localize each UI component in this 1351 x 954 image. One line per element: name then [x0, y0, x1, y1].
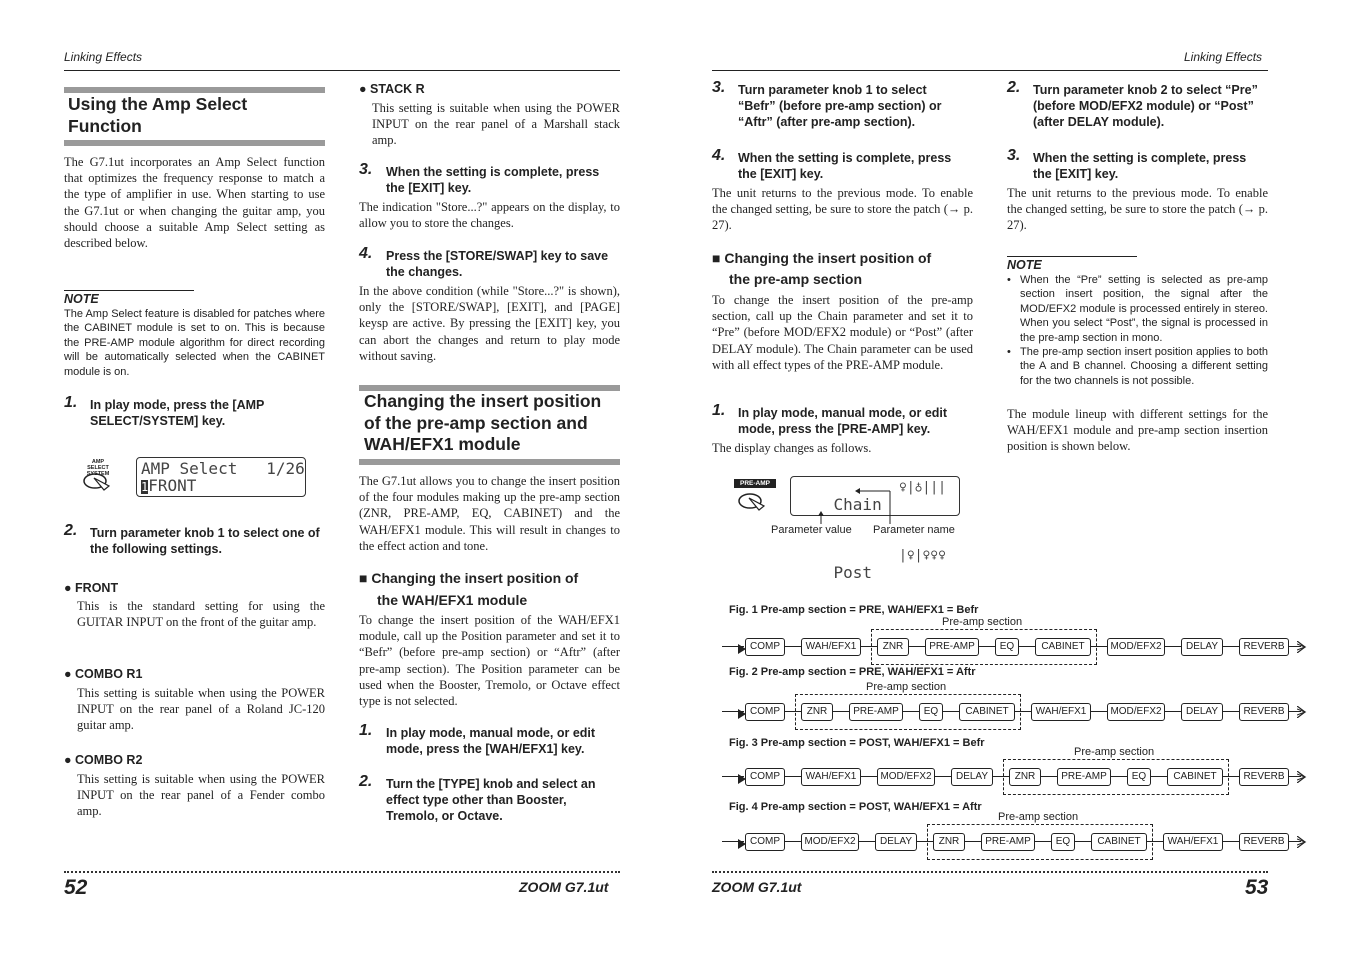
module-reverb: REVERB [1239, 768, 1289, 786]
module-eq: EQ [1127, 768, 1151, 786]
step-number: 1. [359, 722, 373, 739]
module-comp: COMP [745, 833, 785, 851]
page-header-right: Linking Effects [1184, 50, 1263, 64]
section-bar-bottom [64, 140, 325, 146]
figure-caption: Fig. 4 Pre-amp section = POST, WAH/EFX1 = Aftr [729, 801, 982, 813]
sub-body: To change the insert position of the WAH/EFX1 module, call up the Position parameter and set it to “Befr” (before pre-amp section) or “Aftr” (after pre-amp section). The Position parameter can be used when the Booster, Tremolo, or Octave effect type is not selected. [359, 613, 620, 709]
bullet-heading: ● STACK R [359, 82, 425, 96]
module-cabinet: CABINET [1167, 768, 1223, 786]
note-label: NOTE [64, 292, 99, 306]
lcd-line-1: AMP Select 1/26 [141, 459, 305, 478]
step-number: 1. [712, 402, 726, 419]
module-reverb: REVERB [1239, 638, 1289, 656]
signal-connector [861, 776, 877, 777]
section-bar-bottom [359, 459, 620, 465]
module-eq: EQ [995, 638, 1019, 656]
footer-dotted-rule-right [712, 871, 1268, 873]
amp-select-key-icon[interactable] [82, 472, 116, 499]
pre-amp-key-label: PRE-AMP [734, 479, 776, 488]
step-number: 4. [359, 245, 373, 262]
pre-amp-section-label: Pre-amp section [1074, 746, 1155, 758]
module-cabinet: CABINET [1091, 833, 1147, 851]
step-text: In play mode, press the [AMP SELECT/SYSTEM] key. [90, 398, 265, 428]
step-text: When the setting is complete, press the [EXIT] key. [1033, 151, 1247, 181]
footer-model-left: ZOOM G7.1ut [519, 879, 609, 895]
note-list: • When the “Pre” setting is selected as pre-amp section insert position, the signal after the MOD/EFX2 module is processed entirely in stereo. When you select “Post”, the signal is processed in the pre-amp section in mono. • The pre-amp section insert position applies to both the A and B channel. Choosing a different setting for the two channels is not possible. [1007, 274, 1268, 387]
module-pre-amp: PRE-AMP [1057, 768, 1111, 786]
step-text: Turn the [TYPE] knob and select an effect type other than Booster, Tremolo, or Octave. [386, 777, 596, 823]
step-text: Turn parameter knob 2 to select “Pre” (before MOD/EFX2 module) or “Post” (after DELAY module). [1033, 83, 1258, 129]
lcd-line-2: Post [833, 563, 873, 582]
step-number: 4. [712, 147, 726, 164]
module-delay: DELAY [875, 833, 917, 851]
amp-select-lcd [136, 457, 306, 497]
signal-chain [722, 681, 1285, 723]
step-number: 1. [64, 394, 78, 411]
amp-select-intro: The G7.1ut incorporates an Amp Select function that optimizes the frequency response to match a the type of amplifier in use. When starting to use the G7.1ut or when changing the guitar amp, you should choose a suitable Amp Select setting as described below. [64, 155, 325, 251]
section-title-amp-select: Using the Amp Select Function [68, 94, 248, 136]
bullet-body: This is the standard setting for using the GUITAR INPUT on the front of the guitar amp. [77, 599, 325, 630]
note-text: The Amp Select feature is disabled for patches where the CABINET module is set to on. This is because the PRE-AMP module algorithm for direct recording will be automatically selected when the CABINET module is on. [64, 308, 325, 378]
step-body: The indication "Store...?" appears on the display, to allow you to store the changes. [359, 200, 620, 231]
step-text: Press the [STORE/SWAP] key to save the changes. [386, 249, 609, 279]
signal-connector [859, 841, 875, 842]
output-arrow-icon [1297, 770, 1307, 788]
note-rule [1007, 256, 1137, 257]
bullet-heading: ● COMBO R1 [64, 667, 143, 681]
note-item: The pre-amp section insert position applies to both the A and B channel. Choosing a different setting for the two channels is not possible. [1020, 346, 1268, 387]
lcd-chain-icons-2: |♀|♀♀♀ [899, 548, 946, 563]
module-znr: ZNR [1009, 768, 1041, 786]
module-wah-efx1: WAH/EFX1 [1163, 833, 1223, 851]
step-text: When the setting is complete, press the [EXIT] key. [386, 165, 600, 195]
lineup-text: The module lineup with different settings for the WAH/EFX1 module and pre-amp section insertion position is shown below. [1007, 407, 1268, 454]
signal-connector [1223, 646, 1239, 647]
module-comp: COMP [745, 638, 785, 656]
module-reverb: REVERB [1239, 833, 1289, 851]
step-text: When the setting is complete, press the [EXIT] key. [738, 151, 952, 181]
bullet-body: This setting is suitable when using the POWER INPUT on the rear panel of a Fender combo amp. [77, 772, 325, 819]
section-title-insert-position: Changing the insert position of the pre-amp section and WAH/EFX1 module [364, 391, 602, 454]
lcd-chain-icons-1: ♀|♁||| [899, 480, 946, 495]
module-cabinet: CABINET [1035, 638, 1091, 656]
module-mod-efx2: MOD/EFX2 [877, 768, 935, 786]
module-delay: DELAY [951, 768, 993, 786]
subheading-line-1: ■ Changing the insert position of [712, 250, 932, 266]
step-text: In play mode, manual mode, or edit mode, press the [WAH/EFX1] key. [386, 726, 596, 756]
page-number-left: 52 [64, 876, 88, 899]
sub-body: To change the insert position of the pre-amp section, call up the Chain parameter and set it to “Pre” (before MOD/EFX2 module) or “Post” (after DELAY module). The Chain parameter can be used with all effect types of the PRE-AMP module. [712, 293, 973, 372]
module-eq: EQ [919, 703, 943, 721]
pre-amp-section-box [795, 694, 1021, 730]
step-number: 2. [64, 522, 78, 539]
pre-amp-section-box [927, 824, 1153, 860]
page-header-left: Linking Effects [64, 50, 143, 64]
pre-amp-section-box [1003, 759, 1229, 795]
figure-caption: Fig. 2 Pre-amp section = PRE, WAH/EFX1 = Aftr [729, 666, 976, 678]
module-znr: ZNR [933, 833, 965, 851]
footer-dotted-rule-left [64, 871, 620, 873]
signal-chain [722, 616, 1285, 658]
header-rule-left [64, 70, 620, 71]
step-text: In play mode, manual mode, or edit mode, press the [PRE-AMP] key. [738, 406, 948, 436]
signal-connector [1091, 711, 1107, 712]
lcd-line-2: FRONT [148, 476, 197, 495]
step-number: 3. [359, 161, 373, 178]
pre-amp-section-label: Pre-amp section [942, 616, 1023, 628]
subheading-line-1: ■ Changing the insert position of [359, 570, 579, 586]
module-mod-efx2: MOD/EFX2 [1107, 638, 1165, 656]
lcd-line-1: Chain [833, 495, 882, 514]
output-arrow-icon [1297, 640, 1307, 658]
module-comp: COMP [745, 768, 785, 786]
module-delay: DELAY [1181, 638, 1223, 656]
module-cabinet: CABINET [959, 703, 1015, 721]
bullet-body: This setting is suitable when using the POWER INPUT on the rear panel of a Marshall stack amp. [372, 101, 620, 148]
bullet-body: This setting is suitable when using the POWER INPUT on the rear panel of a Roland JC-120 guitar amp. [77, 686, 325, 733]
module-eq: EQ [1051, 833, 1075, 851]
signal-connector [1223, 711, 1239, 712]
signal-connector [785, 776, 801, 777]
step-number: 3. [1007, 147, 1021, 164]
figure-caption: Fig. 1 Pre-amp section = PRE, WAH/EFX1 = Befr [729, 604, 979, 616]
step-body: The display changes as follows. [712, 441, 872, 455]
module-znr: ZNR [877, 638, 909, 656]
note-rule [64, 290, 194, 291]
module-comp: COMP [745, 703, 785, 721]
signal-chain [722, 811, 1285, 853]
parameter-name-label: Parameter name [873, 524, 955, 536]
note-label: NOTE [1007, 258, 1042, 272]
module-delay: DELAY [1181, 703, 1223, 721]
module-mod-efx2: MOD/EFX2 [801, 833, 859, 851]
signal-connector [1165, 646, 1181, 647]
lcd-cursor-icon: 1 [141, 480, 149, 494]
footer-model-right: ZOOM G7.1ut [712, 879, 802, 895]
module-wah-efx1: WAH/EFX1 [801, 638, 861, 656]
amp-select-key-label: AMP SELECT SYSTEM [86, 459, 110, 477]
subheading-line-2: the pre-amp section [729, 271, 863, 287]
step-body: The unit returns to the previous mode. To enable the changed setting, be sure to store the patch (→ p. 27). [712, 186, 973, 233]
step-number: 3. [712, 79, 726, 96]
module-pre-amp: PRE-AMP [925, 638, 979, 656]
note-item: When the “Pre” setting is selected as pre-amp section insert position, the signal after the MOD/EFX2 module is processed entirely in stereo. When you select “Post”, the signal is processed in the pre-amp section in mono. [1020, 274, 1268, 344]
section-bar-top [64, 87, 325, 93]
figure-caption: Fig. 3 Pre-amp section = POST, WAH/EFX1 = Befr [729, 737, 985, 749]
step-number: 2. [1007, 79, 1021, 96]
signal-connector [785, 646, 801, 647]
output-arrow-icon [1297, 835, 1307, 853]
step-text: Turn parameter knob 1 to select one of the following settings. [90, 526, 320, 556]
module-wah-efx1: WAH/EFX1 [1031, 703, 1091, 721]
signal-chain [722, 746, 1285, 788]
pre-amp-key-icon[interactable] [737, 492, 771, 519]
page-number-right: 53 [1245, 876, 1269, 899]
subheading-line-2: the WAH/EFX1 module [377, 592, 528, 608]
module-mod-efx2: MOD/EFX2 [1107, 703, 1165, 721]
module-reverb: REVERB [1239, 703, 1289, 721]
header-rule-right [712, 70, 1268, 71]
bullet-heading: ● FRONT [64, 581, 119, 595]
output-arrow-icon [1297, 705, 1307, 723]
module-pre-amp: PRE-AMP [981, 833, 1035, 851]
signal-connector [935, 776, 951, 777]
module-wah-efx1: WAH/EFX1 [801, 768, 861, 786]
signal-connector [1223, 841, 1239, 842]
pre-amp-section-label: Pre-amp section [866, 681, 947, 693]
module-pre-amp: PRE-AMP [849, 703, 903, 721]
insert-position-intro: The G7.1ut allows you to change the insert position of the four modules making up the pre-amp section (ZNR, PRE-AMP, EQ, CABINET) and the WAH/EFX1 module. This will result in changes to the effect action and tone. [359, 474, 620, 553]
parameter-value-label: Parameter value [771, 524, 852, 536]
pre-amp-section-box [871, 629, 1097, 665]
bullet-heading: ● COMBO R2 [64, 753, 143, 767]
module-znr: ZNR [801, 703, 833, 721]
pre-amp-section-label: Pre-amp section [998, 811, 1079, 823]
step-text: Turn parameter knob 1 to select “Befr” (before pre-amp section) or “Aftr” (after pre-amp section). [738, 83, 942, 129]
step-number: 2. [359, 773, 373, 790]
signal-connector [1165, 711, 1181, 712]
step-body: The unit returns to the previous mode. To enable the changed setting, be sure to store the patch (→ p. 27). [1007, 186, 1268, 233]
step-body: In the above condition (while "Store...?" is shown), only the [STORE/SWAP], [EXIT], and [PAGE] keysp are active. By pressing the [EXIT] key, you can abort the changes and return to play mode without saving. [359, 284, 620, 363]
signal-connector [785, 841, 801, 842]
